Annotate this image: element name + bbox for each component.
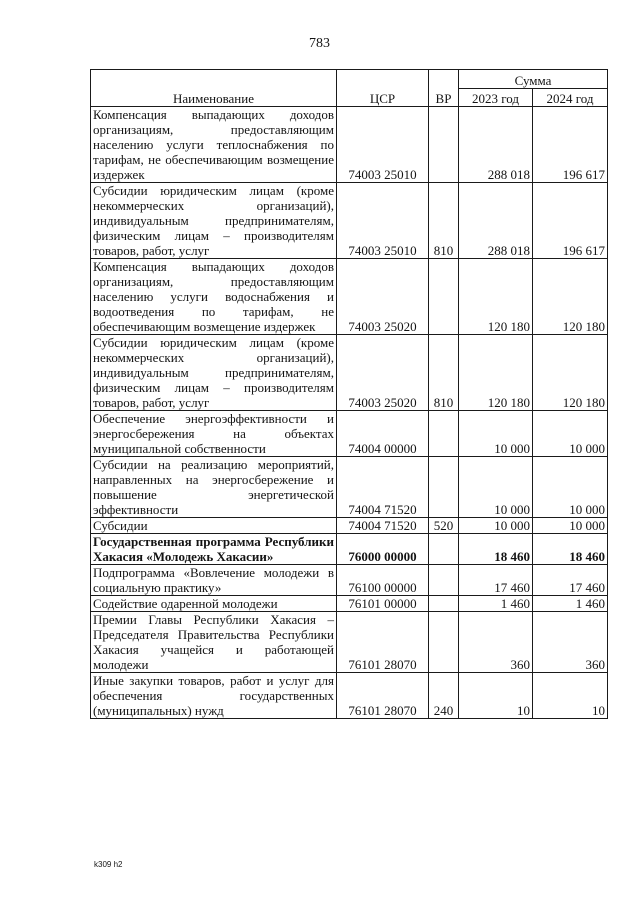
cell-name: Премии Главы Республики Хакасия – Председателя Правительства Республики Хакасия учащейся и работающей молодежи [91, 612, 337, 673]
cell-sum-2024: 10 [533, 673, 608, 719]
cell-csr: 76101 00000 [337, 596, 429, 612]
cell-vr: 240 [429, 673, 459, 719]
cell-sum-2023: 288 018 [459, 107, 533, 183]
cell-vr: 810 [429, 335, 459, 411]
table-row [91, 673, 608, 719]
cell-vr: 520 [429, 518, 459, 534]
table-row [91, 565, 608, 596]
cell-sum-2024: 18 460 [533, 534, 608, 565]
cell-sum-2024: 120 180 [533, 335, 608, 411]
cell-csr: 74004 71520 [337, 457, 429, 518]
table-row [91, 335, 608, 411]
cell-csr: 74004 71520 [337, 518, 429, 534]
cell-sum-2023: 288 018 [459, 183, 533, 259]
cell-vr [429, 612, 459, 673]
cell-sum-2024: 196 617 [533, 183, 608, 259]
cell-csr: 74003 25010 [337, 107, 429, 183]
cell-csr: 74003 25010 [337, 183, 429, 259]
cell-name: Субсидии юридическим лицам (кроме некоммерческих организаций), индивидуальным предпринимателям, физическим лицам – производителям товаров, работ, услуг [91, 183, 337, 259]
cell-sum-2024: 17 460 [533, 565, 608, 596]
cell-vr [429, 259, 459, 335]
header-vr: ВР [429, 70, 459, 107]
cell-sum-2024: 196 617 [533, 107, 608, 183]
cell-vr [429, 107, 459, 183]
cell-sum-2024: 10 000 [533, 457, 608, 518]
cell-sum-2023: 360 [459, 612, 533, 673]
cell-name: Иные закупки товаров, работ и услуг для обеспечения государственных (муниципальных) нужд [91, 673, 337, 719]
header-csr: ЦСР [337, 70, 429, 107]
cell-csr: 76100 00000 [337, 565, 429, 596]
table-row [91, 259, 608, 335]
cell-sum-2023: 17 460 [459, 565, 533, 596]
table-row [91, 518, 608, 534]
cell-vr [429, 457, 459, 518]
table-header [91, 70, 608, 107]
table-body [91, 107, 608, 719]
cell-name: Субсидии [91, 518, 337, 534]
cell-sum-2023: 10 000 [459, 457, 533, 518]
cell-vr [429, 411, 459, 457]
cell-name: Компенсация выпадающих доходов организациям, предоставляющим населению услуги теплоснабжения по тарифам, не обеспечивающим возмещение издержек [91, 107, 337, 183]
cell-vr [429, 596, 459, 612]
header-year-2024: 2024 год [533, 89, 608, 107]
cell-sum-2023: 120 180 [459, 335, 533, 411]
cell-csr: 76101 28070 [337, 612, 429, 673]
table-row [91, 183, 608, 259]
header-name: Наименование [91, 70, 337, 107]
table-row [91, 596, 608, 612]
cell-sum-2023: 10 [459, 673, 533, 719]
cell-csr: 74003 25020 [337, 259, 429, 335]
table-row [91, 534, 608, 565]
cell-name: Государственная программа Республики Хакасия «Молодежь Хакасии» [91, 534, 337, 565]
cell-csr: 74004 00000 [337, 411, 429, 457]
cell-vr [429, 565, 459, 596]
table-row [91, 411, 608, 457]
cell-sum-2023: 10 000 [459, 518, 533, 534]
cell-sum-2023: 10 000 [459, 411, 533, 457]
cell-csr: 74003 25020 [337, 335, 429, 411]
page-number: 783 [309, 36, 330, 51]
cell-name: Компенсация выпадающих доходов организациям, предоставляющим населению услуги водоснабжения и водоотведения по тарифам, не обеспечивающим возмещение издержек [91, 259, 337, 335]
cell-sum-2023: 120 180 [459, 259, 533, 335]
cell-name: Субсидии юридическим лицам (кроме некоммерческих организаций), индивидуальным предпринимателям, физическим лицам – производителям товаров, работ, услуг [91, 335, 337, 411]
table-row [91, 457, 608, 518]
table-row [91, 612, 608, 673]
budget-table [90, 69, 608, 719]
cell-sum-2023: 18 460 [459, 534, 533, 565]
header-sum: Сумма [459, 70, 608, 89]
cell-csr: 76101 28070 [337, 673, 429, 719]
cell-csr: 76000 00000 [337, 534, 429, 565]
cell-name: Обеспечение энергоэффективности и энергосбережения на объектах муниципальной собственности [91, 411, 337, 457]
cell-name: Подпрограмма «Вовлечение молодежи в социальную практику» [91, 565, 337, 596]
table-row [91, 107, 608, 183]
header-year-2023: 2023 год [459, 89, 533, 107]
cell-vr: 810 [429, 183, 459, 259]
cell-sum-2024: 360 [533, 612, 608, 673]
cell-name: Содействие одаренной молодежи [91, 596, 337, 612]
cell-sum-2024: 1 460 [533, 596, 608, 612]
cell-sum-2024: 10 000 [533, 411, 608, 457]
cell-name: Субсидии на реализацию мероприятий, направленных на энергосбережение и повышение энергетической эффективности [91, 457, 337, 518]
cell-vr [429, 534, 459, 565]
cell-sum-2024: 120 180 [533, 259, 608, 335]
cell-sum-2023: 1 460 [459, 596, 533, 612]
cell-sum-2024: 10 000 [533, 518, 608, 534]
footer-code: k309 h2 [94, 860, 123, 869]
